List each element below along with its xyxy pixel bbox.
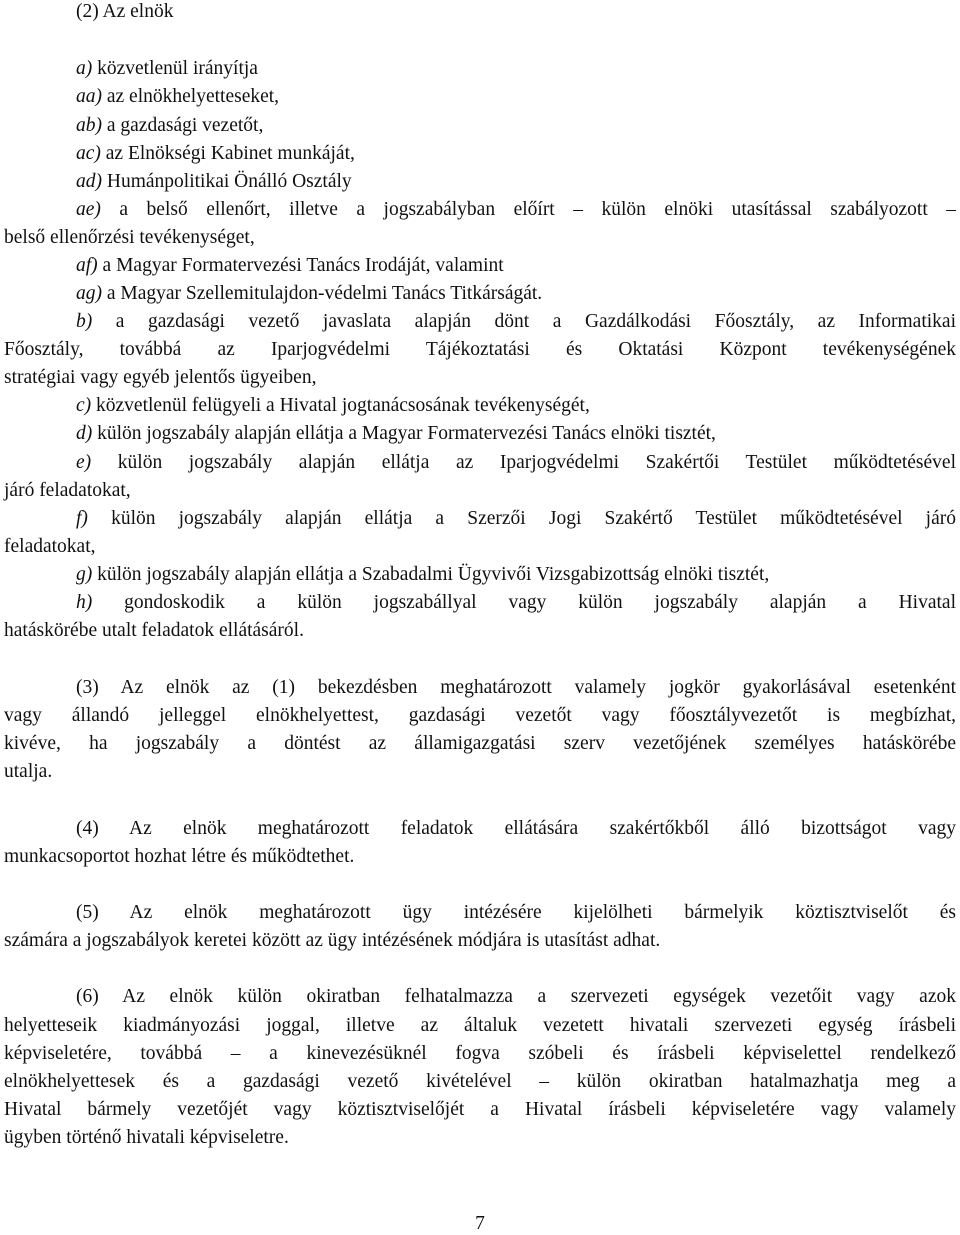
paragraph-6-line-4: elnökhelyettesek és a gazdasági vezető kivételével – külön okiratban hatalmazhatja meg a	[4, 1071, 956, 1092]
item-text: az elnökhelyetteseket,	[102, 86, 280, 107]
paragraph-5-line-2: számára a jogszabályok keretei között az ügy intézésének módjára is utasítást adhat.	[4, 930, 661, 951]
item-label: h)	[76, 592, 93, 613]
item-text: az Elnökségi Kabinet munkáját,	[100, 143, 355, 164]
item-label: e)	[76, 452, 92, 473]
item-label: ae)	[76, 199, 101, 220]
item-text: a belső ellenőrt, illetve a jogszabályban előírt – külön elnöki utasítással szabályozott –	[100, 199, 956, 220]
paragraph-3-line-1: (3) Az elnök az (1) bekezdésben meghatározott valamely jogkör gyakorlásával esetenként	[76, 677, 956, 698]
item-a	[76, 58, 258, 80]
item-b-cont-1: Főosztály, továbbá az Iparjogvédelmi Tájékoztatási és Oktatási Központ tevékenységének	[4, 339, 956, 360]
paragraph-6-line-3: képviseletére, továbbá – a kinevezésüknél fogva szóbeli és írásbeli képviselettel rendelkező	[4, 1043, 956, 1064]
item-af	[76, 255, 504, 277]
item-f	[76, 508, 956, 530]
item-text: közvetlenül felügyeli a Hivatal jogtanácsosának tevékenységét,	[91, 395, 590, 416]
item-text: külön jogszabály alapján ellátja a Szabadalmi Ügyvivői Vizsgabizottság elnöki tisztét,	[92, 564, 770, 585]
item-text: külön jogszabály alapján ellátja a Szerzői Jogi Szakértő Testület működtetésével járó	[87, 508, 956, 529]
item-ab	[76, 115, 263, 137]
item-e	[76, 452, 956, 474]
paragraph-6-line-1: (6) Az elnök külön okiratban felhatalmazza a szervezeti egységek vezetőit vagy azok	[76, 986, 956, 1007]
item-h	[76, 592, 956, 614]
item-ac	[76, 143, 355, 165]
item-label: af)	[76, 255, 98, 276]
item-label: ag)	[76, 283, 102, 304]
item-label: a)	[76, 58, 93, 79]
item-text: a gazdasági vezető javaslata alapján dönt a Gazdálkodási Főosztály, az Informatikai	[92, 311, 956, 332]
item-d	[76, 423, 716, 445]
item-text: gondoskodik a külön jogszabállyal vagy külön jogszabály alapján a Hivatal	[92, 592, 956, 613]
item-ad	[76, 171, 352, 193]
item-c	[76, 395, 590, 417]
item-text: közvetlenül irányítja	[92, 58, 258, 79]
item-label: c)	[76, 395, 92, 416]
item-aa	[76, 86, 279, 108]
paragraph-2-heading: (2) Az elnök	[76, 1, 174, 22]
item-label: d)	[76, 423, 93, 444]
paragraph-3-line-4: utalja.	[4, 761, 53, 782]
item-text: Humánpolitikai Önálló Osztály	[102, 171, 352, 192]
paragraph-4-line-2: munkacsoportot hozhat létre és működtethet.	[4, 846, 355, 867]
item-text: a gazdasági vezetőt,	[102, 115, 264, 136]
item-g	[76, 564, 769, 586]
item-text: a Magyar Szellemitulajdon-védelmi Tanács Titkárságát.	[102, 283, 543, 304]
item-label: aa)	[76, 86, 102, 107]
item-b-cont-2: stratégiai vagy egyéb jelentős ügyeiben,	[4, 367, 317, 388]
item-label: ac)	[76, 143, 101, 164]
item-label: g)	[76, 564, 93, 585]
paragraph-3-line-3: kivéve, ha jogszabály a döntést az államigazgatási szerv vezetőjének személyes hatáskörébe	[4, 733, 956, 754]
item-label: ab)	[76, 115, 102, 136]
item-ae	[76, 199, 956, 221]
item-e-cont: járó feladatokat,	[4, 480, 131, 501]
paragraph-5-line-1: (5) Az elnök meghatározott ügy intézésére kijelölheti bármelyik köztisztviselőt és	[76, 902, 956, 923]
paragraph-3-line-2: vagy állandó jelleggel elnökhelyettest, gazdasági vezetőt vagy főosztályvezetőt is megbízhat,	[4, 705, 956, 726]
paragraph-6-line-5: Hivatal bármely vezetőjét vagy köztisztviselőjét a Hivatal írásbeli képviseletére vagy valamely	[4, 1099, 956, 1120]
item-ag	[76, 283, 542, 305]
paragraph-6-line-2: helyetteseik kiadmányozási joggal, illetve az általuk vezetett hivatali szervezeti egység írásbeli	[4, 1015, 956, 1036]
item-f-cont: feladatokat,	[4, 536, 96, 557]
item-label: f)	[76, 508, 88, 529]
item-ae-cont: belső ellenőrzési tevékenységet,	[4, 227, 255, 248]
paragraph-6-line-6: ügyben történő hivatali képviseletre.	[4, 1127, 289, 1148]
item-label: b)	[76, 311, 93, 332]
item-text: a Magyar Formatervezési Tanács Irodáját, valamint	[97, 255, 504, 276]
item-b	[76, 311, 956, 333]
item-h-cont: hatáskörébe utalt feladatok ellátásáról.	[4, 620, 304, 641]
item-label: ad)	[76, 171, 102, 192]
item-text: külön jogszabály alapján ellátja a Magyar Formatervezési Tanács elnöki tisztét,	[92, 423, 716, 444]
paragraph-4-line-1: (4) Az elnök meghatározott feladatok ellátására szakértőkből álló bizottságot vagy	[76, 818, 956, 839]
item-text: külön jogszabály alapján ellátja az Iparjogvédelmi Szakértői Testület működtetésével	[91, 452, 956, 473]
page-number: 7	[475, 1213, 485, 1234]
